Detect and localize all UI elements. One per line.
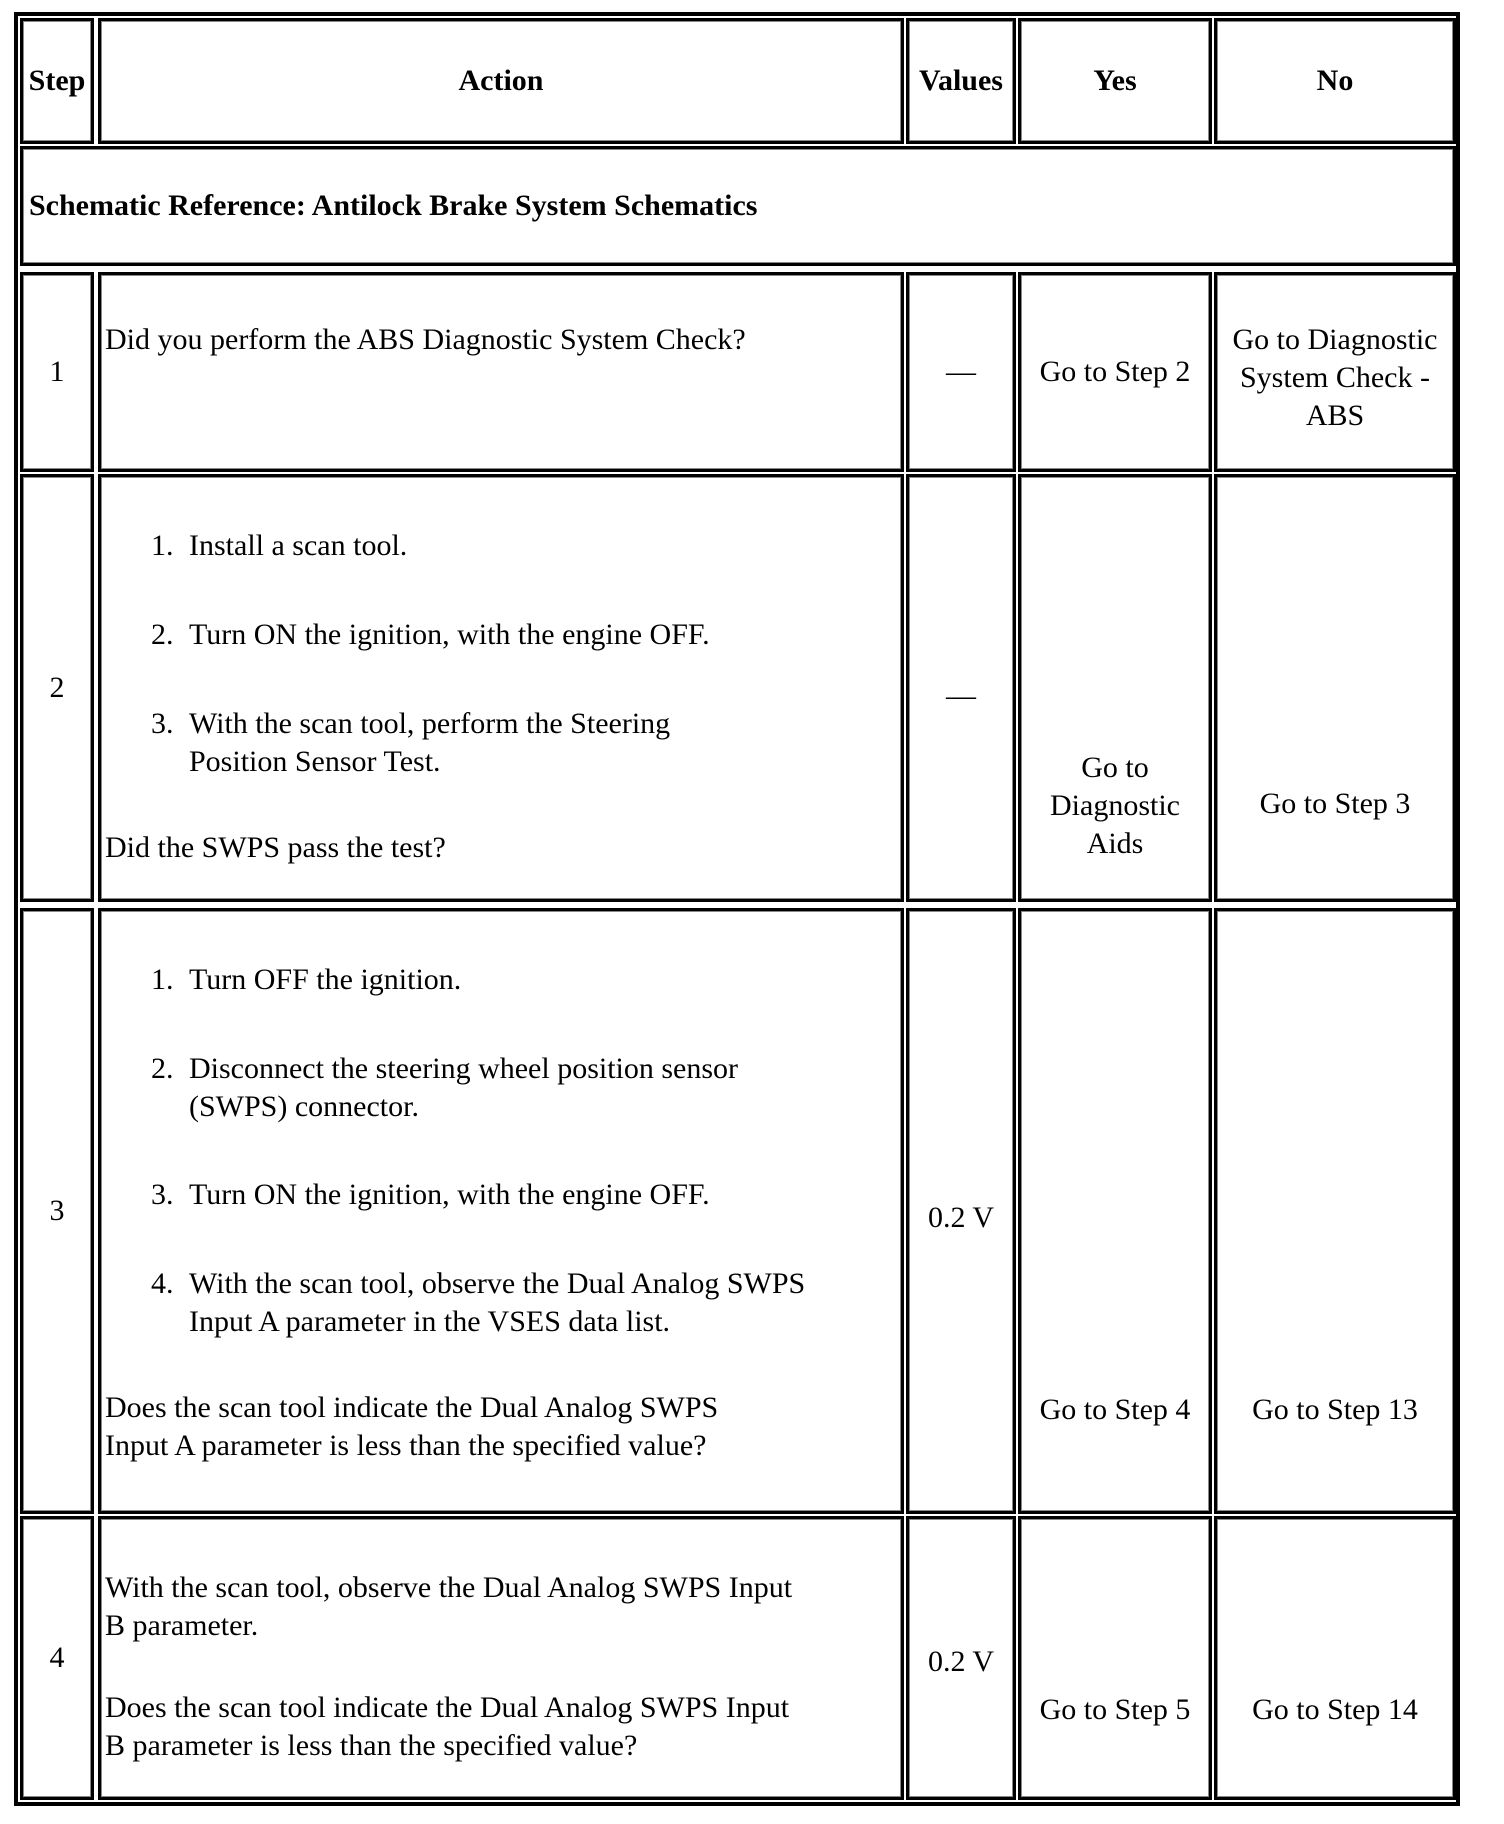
step-4-number: 4: [20, 1516, 94, 1800]
step-3-item-2: 2. Disconnect the steering wheel position sensor (SWPS) connector.: [151, 1052, 739, 1123]
step-3-yes[interactable]: [1018, 908, 1212, 1514]
step-3-yes-label: Go to Step 4: [1039, 1393, 1191, 1426]
step-3-item-3: 3. Turn ON the ignition, with the engine OFF.: [151, 1178, 710, 1211]
step-1-number: 1: [20, 272, 94, 472]
step-1-no-line-3: ABS: [1305, 399, 1365, 432]
step-1-question: Did you perform the ABS Diagnostic System Check?: [105, 323, 746, 356]
step-1-no-line-2: System Check -: [1240, 361, 1430, 394]
step-2-no-label: Go to Step 3: [1259, 787, 1411, 820]
step-4-yes-label: Go to Step 5: [1039, 1693, 1191, 1726]
step-1-yes[interactable]: Go to Step 2: [1018, 272, 1212, 472]
header-step: Step: [20, 18, 94, 144]
step-2-yes-line-1: Go to: [1081, 751, 1149, 784]
step-4-question: Does the scan tool indicate the Dual Analog SWPS Input B parameter is less than the specified value?: [105, 1691, 790, 1762]
step-1-action: [98, 272, 904, 472]
step-2-item-3: 3. With the scan tool, perform the Steering Position Sensor Test.: [151, 707, 671, 778]
step-2-question: Did the SWPS pass the test?: [105, 831, 446, 864]
step-2-item-2: 2. Turn ON the ignition, with the engine OFF.: [151, 618, 710, 651]
step-4-value: 0.2 V: [927, 1645, 995, 1678]
header-yes: Yes: [1018, 18, 1212, 144]
step-2-yes-line-2: Diagnostic: [1050, 789, 1180, 822]
step-3-question: Does the scan tool indicate the Dual Analog SWPS Input A parameter is less than the specified value?: [105, 1391, 719, 1462]
step-4-no[interactable]: [1214, 1516, 1456, 1800]
step-3-item-4: 4. With the scan tool, observe the Dual Analog SWPS Input A parameter in the VSES data list.: [151, 1267, 806, 1338]
step-3-action: [98, 908, 904, 1514]
header-no: No: [1214, 18, 1456, 144]
step-2-number: 2: [20, 474, 94, 902]
step-4-value-cell: [906, 1516, 1016, 1800]
header-action: Action: [98, 18, 904, 144]
header-values: Values: [906, 18, 1016, 144]
step-1-no-line-1: Go to Diagnostic: [1232, 323, 1438, 356]
step-2-yes[interactable]: [1018, 474, 1212, 902]
step-3-value-cell: [906, 908, 1016, 1514]
step-1-no[interactable]: [1214, 272, 1456, 472]
step-2-item-1: 1. Install a scan tool.: [151, 529, 408, 562]
step-4-yes[interactable]: [1018, 1516, 1212, 1800]
step-3-number: 3: [20, 908, 94, 1514]
step-2-yes-line-3: Aids: [1086, 827, 1144, 860]
step-4-statement: With the scan tool, observe the Dual Analog SWPS Input B parameter.: [105, 1571, 793, 1642]
schematic-reference: Schematic Reference: Antilock Brake System Schematics: [20, 146, 1456, 266]
step-2-value-cell: [906, 474, 1016, 902]
step-3-value: 0.2 V: [927, 1201, 995, 1234]
step-2-value: —: [946, 679, 976, 712]
step-2-action: [98, 474, 904, 902]
step-4-action: [98, 1516, 904, 1800]
step-1-value: —: [906, 272, 1016, 472]
step-3-no-label: Go to Step 13: [1252, 1393, 1418, 1426]
step-4-no-label: Go to Step 14: [1252, 1693, 1418, 1726]
step-3-no[interactable]: [1214, 908, 1456, 1514]
step-3-item-1: 1. Turn OFF the ignition.: [151, 963, 462, 996]
step-2-no[interactable]: [1214, 474, 1456, 902]
